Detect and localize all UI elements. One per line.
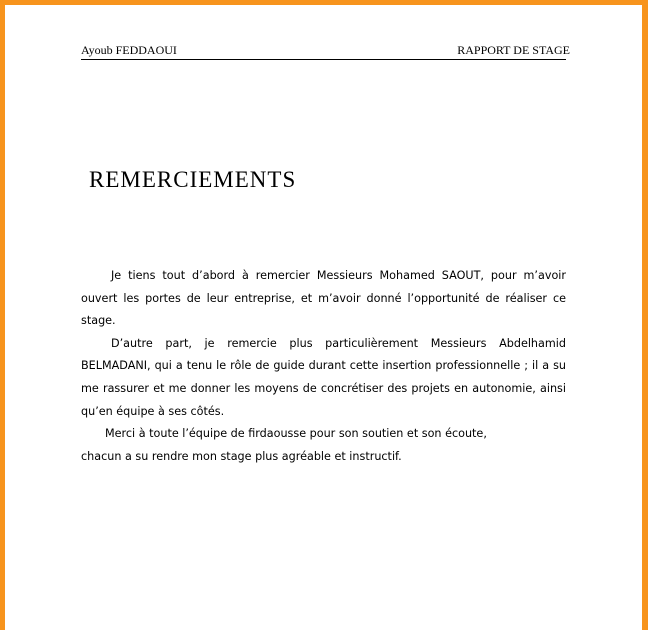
paragraph-2: D’autre part, je remercie plus particulièrement Messieurs Abdelhamid BELMADANI, qui a tenu le rôle de guide durant cette insertion professionnelle ; il a su me rassurer et me donner les moyens de concrétiser des projets en autonomie, ainsi qu’en équipe à ses côtés. — [81, 336, 566, 418]
closing-paragraph — [81, 423, 566, 468]
section-title: REMERCIEMENTS — [89, 167, 297, 192]
document-page — [5, 5, 642, 630]
closing-line-2: chacun a su rendre mon stage plus agréable et instructif. — [81, 449, 402, 463]
header-author: Ayoub FEDDAOUI — [81, 43, 177, 57]
closing-line-1: Merci à toute l’équipe de firdaousse pour son soutien et son écoute, — [105, 427, 487, 441]
paragraph-1: Je tiens tout d’abord à remercier Messieurs Mohamed SAOUT, pour m’avoir ouvert les portes de leur entreprise, et m’avoir donné l’opportunité de réaliser ce stage. — [81, 269, 566, 328]
page-header — [81, 42, 570, 60]
acknowledgements-body — [81, 265, 566, 468]
header-report-type: RAPPORT DE STAGE — [457, 43, 570, 57]
